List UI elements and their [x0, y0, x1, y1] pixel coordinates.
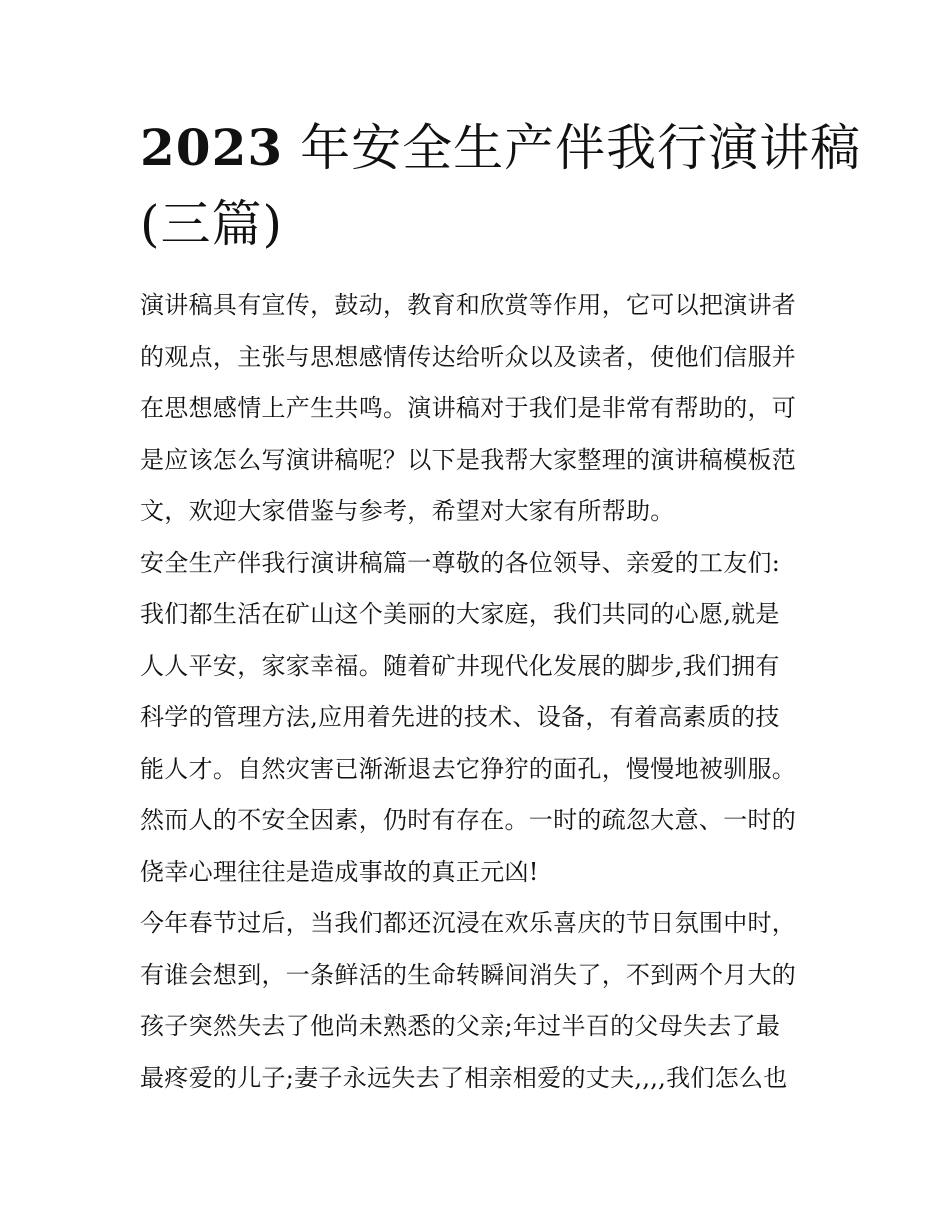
title-text: 年安全生产伴我行演讲稿: [283, 119, 862, 177]
body-line: 的观点，主张与思想感情传达给听众以及读者，使他们信服并: [140, 342, 797, 371]
body-line: 是应该怎么写演讲稿呢？以下是我帮大家整理的演讲稿模板范: [140, 445, 797, 474]
title-line-2: [140, 186, 820, 262]
body-line: 我们都生活在矿山这个美丽的大家庭，我们共同的心愿,就是: [140, 600, 780, 628]
title-subtitle: (三篇): [140, 195, 284, 253]
body-line: 孩子突然失去了他尚未熟悉的父亲;年过半百的父母失去了最: [140, 1012, 781, 1040]
document-title: [140, 110, 862, 262]
body-line: 安全生产伴我行演讲稿篇一尊敬的各位领导、亲爱的工友们:: [140, 548, 781, 577]
document-body: [140, 280, 820, 1104]
body-line: 能人才。自然灾害已渐渐退去它狰狞的面孔，慢慢地被驯服。: [140, 754, 797, 783]
body-line: 文，欢迎大家借鉴与参考，希望对大家有所帮助。: [140, 497, 675, 525]
body-line: 然而人的不安全因素，仍时有存在。一时的疏忽大意、一时的: [140, 806, 797, 834]
body-line: 今年春节过后，当我们都还沉浸在欢乐喜庆的节日氛围中时，: [140, 909, 797, 937]
body-line: 演讲稿具有宣传，鼓动，教育和欣赏等作用，它可以把演讲者: [140, 291, 797, 319]
body-line: 有谁会想到，一条鲜活的生命转瞬间消失了，不到两个月大的: [140, 960, 797, 989]
title-year: 2023: [140, 118, 284, 177]
title-line-1: [140, 110, 862, 186]
body-line: 最疼爱的儿子;妻子永远失去了相亲相爱的丈夫,,,,我们怎么也: [140, 1063, 788, 1092]
body-line: 在思想感情上产生共鸣。演讲稿对于我们是非常有帮助的，可: [140, 394, 797, 422]
body-line: 人人平安，家家幸福。随着矿井现代化发展的脚步,我们拥有: [140, 651, 780, 680]
body-line: 侥幸心理往往是造成事故的真正元凶!: [140, 857, 539, 886]
body-line: 科学的管理方法,应用着先进的技术、设备，有着高素质的技: [140, 703, 780, 731]
document-page: [140, 110, 862, 1104]
